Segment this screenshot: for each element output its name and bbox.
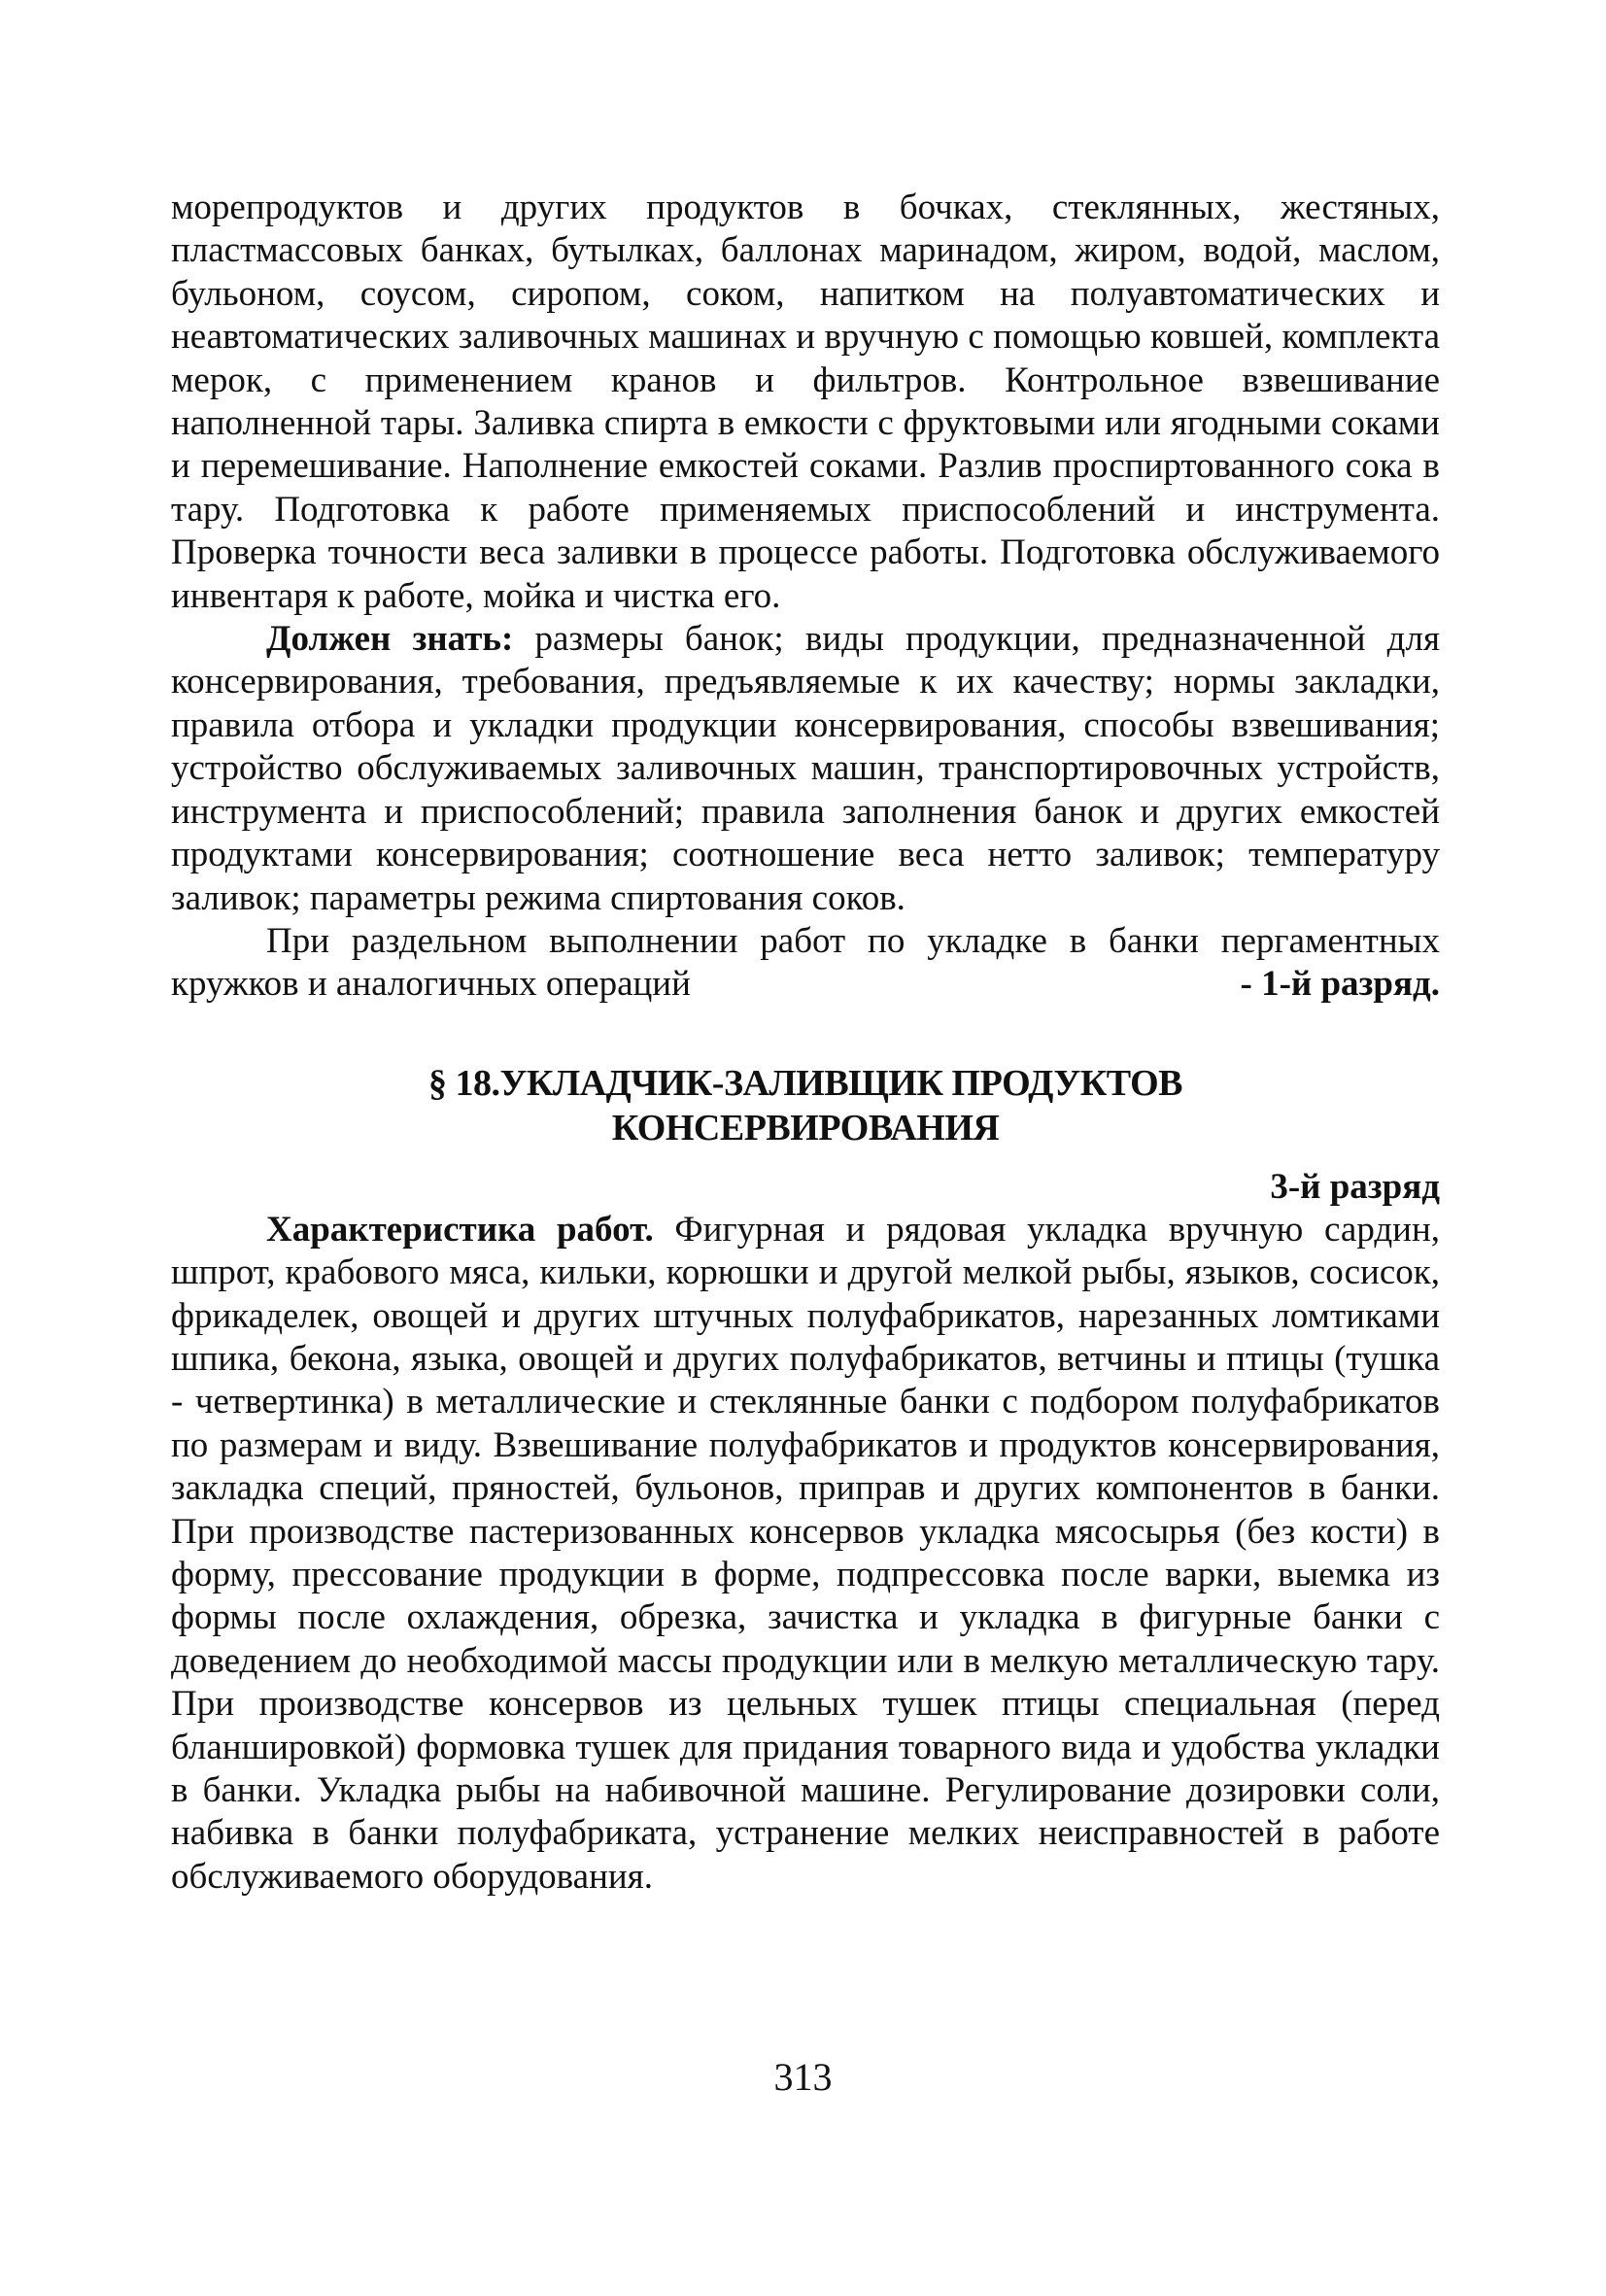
- rank-3-label: 3-й разряд: [1270, 1166, 1440, 1207]
- paragraph-work-characteristics: [171, 1209, 1440, 1900]
- rank-1-label: - 1-й разряд.: [1240, 964, 1440, 1005]
- paragraph-must-know: [171, 618, 1440, 920]
- separate-work-last-line: кружков и аналогичных операций: [171, 964, 691, 1005]
- rank-line-1: [171, 963, 1440, 1006]
- section-title-line-2: КОНСЕРВИРОВАНИЯ: [611, 1107, 1000, 1148]
- work-characteristics-text: Фигурная и рядовая укладка вручную сардин, шпрот, крабового мяса, кильки, корюшки и другой мелкой рыбы, языков, сосисок, фрикаделек, овощей и других штучных полуфабрикатов, нарезанных ломтиками шпика, бекона, языка, овощей и других полуфабрикатов, ветчины и птицы (тушка - четвертинка) в металлические и стеклянные банки с подбором полуфабрикатов по размерам и виду. Взвешивание полуфабрикатов и продуктов консервирования, закладка специй, пряностей, бульонов, приправ и других компонентов в банки. При производстве пастеризованных консервов укладка мясосырья (без кости) в форму, прессование продукции в форме, подпрессовка после варки, выемка из формы после охлаждения, обрезка, зачистка и укладка в фигурные банки с доведением до необходимой массы продукции или в мелкую металлическую тару. При производстве консервов из цельных тушек птицы специальная (перед бланшировкой) формовка тушек для придания товарного вида и удобства укладки в банки. Укладка рыбы на набивочной машине. Регулирование дозировки соли, набивка в банки полуфабриката, устранение мелких неисправностей в работе обслуживаемого оборудования.: [171, 1209, 1441, 1897]
- must-know-text: размеры банок; виды продукции, предназначенной для консервирования, требования, предъявляемые к их качеству; нормы закладки, правила отбора и укладки продукции консервирования, способы взвешивания; устройство обслуживаемых заливочных машин, транспортировочных устройств, инструмента и приспособлений; правила заполнения банок и других емкостей продуктами консервирования; соотношение веса нетто заливок; температуру заливок; параметры режима спиртования соков.: [171, 619, 1440, 918]
- paragraph-duties-continued: морепродуктов и других продуктов в бочках, стеклянных, жестяных, пластмассовых банках, бутылках, баллонах маринадом, жиром, водой, маслом, бульоном, соусом, сиропом, соком, напитком на полуавтоматических и неавтоматических заливочных машинах и вручную с помощью ковшей, комплекта мерок, с применением кранов и фильтров. Контрольное взвешивание наполненной тары. Заливка спирта в емкости с фруктовыми или ягодными соками и перемешивание. Наполнение емкостей соками. Разлив проспиртованного сока в тару. Подготовка к работе применяемых приспособлений и инструмента. Проверка точности веса заливки в процессе работы. Подготовка обслуживаемого инвентаря к работе, мойка и чистка его.: [171, 188, 1440, 616]
- work-characteristics-label: Характеристика работ.: [266, 1209, 654, 1250]
- paragraph-separate-work: При раздельном выполнении работ по укладке в банки пергаментных: [266, 920, 1440, 961]
- page-content: [171, 187, 1440, 1899]
- must-know-label: Должен знать:: [266, 619, 514, 660]
- section-title: [171, 1061, 1440, 1150]
- page-number: 313: [773, 2055, 833, 2099]
- section-title-line-1: § 18.УКЛАДЧИК-ЗАЛИВЩИК ПРОДУКТОВ: [427, 1062, 1183, 1104]
